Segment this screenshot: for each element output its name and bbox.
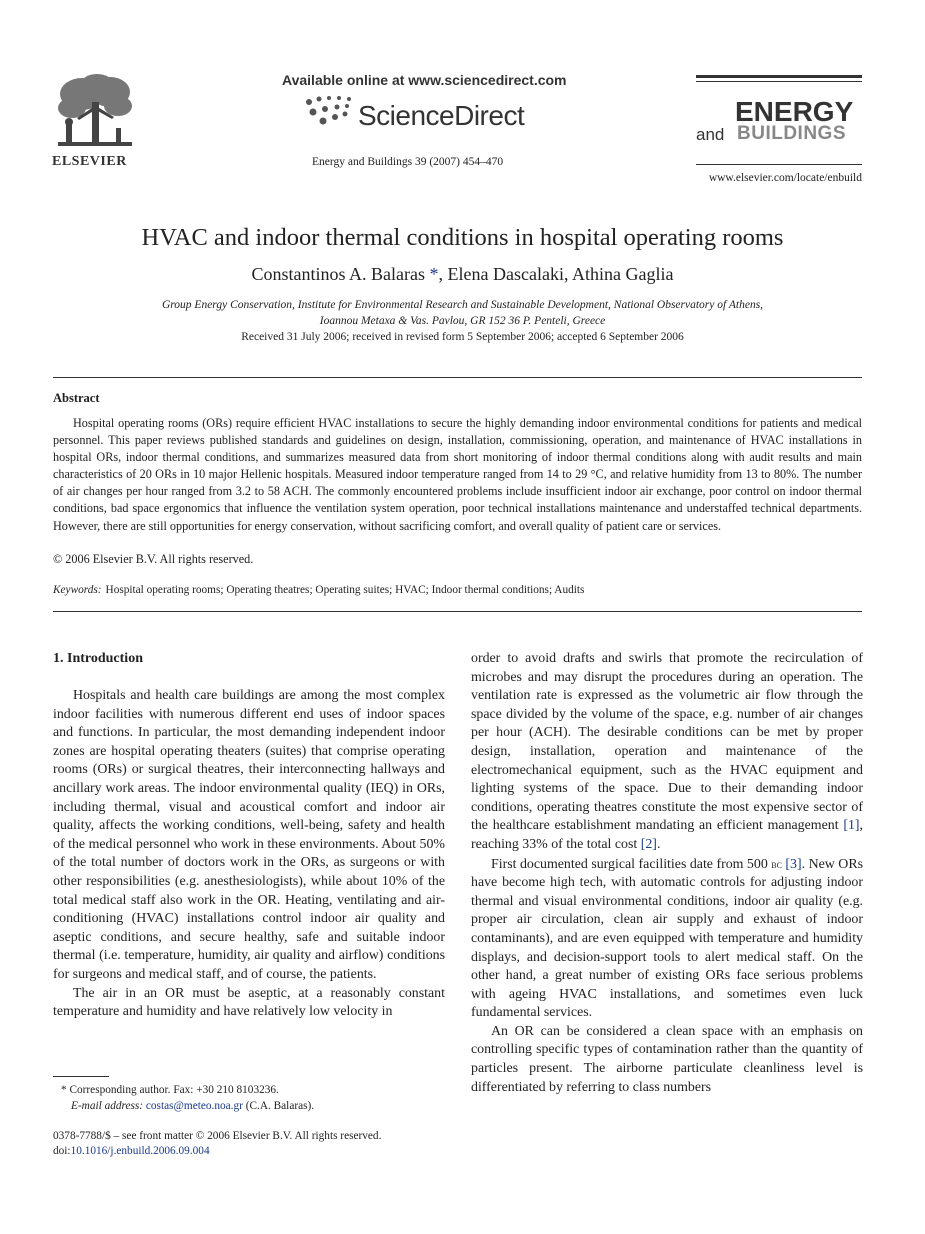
sciencedirect-dots-icon [303, 94, 359, 126]
journal-citation: Energy and Buildings 39 (2007) 454–470 [312, 156, 504, 168]
doi-link[interactable]: 10.1016/j.enbuild.2006.09.004 [70, 1145, 210, 1157]
doi-line [53, 1145, 210, 1157]
paragraph-text: order to avoid drafts and swirls that promote the recirculation of microbes and may disrupt the procedures during an operation. The ventilation rate is expressed as the volumetric air flow through the space divided by the volume of the space, e.g. number of air changes per hour (ACH). The desirable conditions can be met by proper design, installation, operation and maintenance of the electromechanical equipment, such as the HVAC equipment and lighting systems of the space. Due to their demanding indoor conditions, operating theatres constitute the most expensive sector of the healthcare establishment mandating an efficient management [471, 651, 863, 834]
article-title: HVAC and indoor thermal conditions in hospital operating rooms [141, 224, 784, 251]
issn-line: 0378-7788/$ – see front matter © 2006 Elsevier B.V. All rights reserved. [53, 1130, 382, 1142]
publisher-name: ELSEVIER [52, 154, 127, 169]
reference-link-2[interactable]: [2] [640, 836, 657, 852]
paragraph: The air in an OR must be aseptic, at a reasonably constant temperature and humidity and have relatively low velocity in [53, 985, 445, 1020]
email-suffix: (C.A. Balaras). [242, 1100, 315, 1112]
paragraph-text: . New ORs have become high tech, with automatic controls for adjusting indoor thermal and visual environmental conditions, indoor air quality (e.g. proper air circulation, clean air supply and exhaust of indoor contaminants), and are even equipped with temperature and humidity displays, and decision-support tools to alert medical staff. On the other hand, a great number of existing ORs face serious problems with ageing HVAC installations, and sometimes even luck fundamental services. [471, 856, 863, 1021]
journal-logo-buildings: BUILDINGS [737, 123, 846, 144]
author-corresponding: Constantinos A. Balaras [251, 264, 426, 284]
abstract-bottom-rule [53, 611, 862, 612]
paragraph-text: . [656, 836, 661, 852]
reference-link-3[interactable]: [3] [785, 856, 802, 872]
footnote-corresponding: * Corresponding author. Fax: +30 210 8103236. [61, 1084, 279, 1096]
left-column [53, 687, 445, 1022]
footnote-email [71, 1100, 314, 1112]
author-list [0, 264, 925, 285]
journal-url-link[interactable]: www.elsevier.com/locate/enbuild [708, 172, 862, 184]
abstract-top-rule [53, 377, 862, 378]
era-abbreviation: bc [771, 856, 782, 871]
journal-logo-energy: ENERGY [735, 96, 854, 127]
journal-logo-and: and [696, 125, 725, 144]
email-label: E-mail address: [71, 1100, 144, 1112]
keywords [53, 584, 584, 596]
header-rule-thin [696, 81, 862, 82]
paragraph: An OR can be considered a clean space with an emphasis on controlling specific types of contamination rather than the quantity of particles present. The airborne particulate cleanliness level is differentiated by referring to class numbers [471, 1023, 863, 1095]
affiliation-line-2: Ioannou Metaxa & Vas. Pavlou, GR 152 36 P. Penteli, Greece [319, 315, 606, 327]
paragraph: Hospitals and health care buildings are among the most complex indoor facilities with numerous different end uses of indoor spaces and functions. In particular, the most demanding independent indoor zones are hospital operating theaters (suites) that comprise operating rooms (ORs) or surgical theatres, their interconnecting hallways and ancillary work areas. The indoor environmental quality (IEQ) in ORs, including thermal, visual and acoustical comfort and indoor air quality, affects the working conditions, well-being, safety and health of the medical personnel who work in these environments. About 50% of the total number of doctors work in the ORs, as surgeons or with other responsibilities (e.g. anesthesiologists), while about 10% of the total medical staff also work in the OR. Heating, ventilating and air-conditioning (HVAC) installations control indoor air quality and aseptic conditions, and secure healthy, safe and suitable indoor thermal (i.e. temperature, humidity, air quality and airflow) conditions for surgeons and medical staff, and of course, the patients. [53, 688, 445, 982]
keywords-list: Hospital operating rooms; Operating theatres; Operating suites; HVAC; Indoor thermal conditions; Audits [105, 584, 585, 596]
available-online-text: Available online at www.sciencedirect.com [282, 72, 567, 88]
doi-label: doi: [53, 1145, 71, 1157]
reference-link-1[interactable]: [1] [843, 818, 860, 834]
elsevier-logo [52, 72, 138, 152]
keywords-label: Keywords: [53, 584, 102, 596]
abstract-text: Hospital operating rooms (ORs) require efficient HVAC installations to secure the highly demanding indoor environmental conditions for patients and medical personnel. This paper reviews published standards and guidelines on design, installation, commissioning, operation, and maintenance of HVAC installations in hospital ORs, indoor thermal conditions, and summarizes measured data from short monitoring of indoor thermal conditions along with audit results and main characteristics of 20 ORs in 10 major Hellenic hospitals. Measured indoor temperature ranged from 14 to 29 °C, and relative humidity from 13 to 80%. The number of air changes per hour ranged from 3.2 to 58 ACH. The commonly encountered problems include insufficient indoor air exchange, poor control on indoor thermal conditions, bad space ergonomics that influence the ventilation system operation, poor technical installations maintenance and understaffed technical departments. However, there are still opportunities for energy conservation, without sacrificing comfort, and overall quality of patient care or services. [53, 416, 862, 533]
corresponding-author-link[interactable]: * [429, 264, 439, 284]
sciencedirect-logo: ScienceDirect [358, 100, 525, 131]
authors-rest: , Elena Dascalaki, Athina Gaglia [438, 264, 674, 284]
tree-icon [52, 72, 138, 152]
paragraph [471, 855, 863, 1023]
journal-logo-rule [696, 164, 862, 165]
footnote-rule [53, 1076, 109, 1077]
section-heading-introduction: 1. Introduction [53, 651, 143, 666]
paragraph-text: First documented surgical facilities date from 500 [491, 856, 772, 872]
header-rule [696, 75, 862, 78]
affiliation-line-1: Group Energy Conservation, Institute for Environmental Research and Sustainable Development, National Observatory of Athens, [161, 299, 764, 311]
abstract-copyright: © 2006 Elsevier B.V. All rights reserved. [53, 552, 254, 566]
received-dates: Received 31 July 2006; received in revised form 5 September 2006; accepted 6 September 2006 [241, 331, 684, 343]
abstract-heading: Abstract [53, 391, 100, 405]
paragraph [471, 650, 863, 855]
paragraph-text: , reaching 33% of the total cost [471, 818, 863, 852]
right-column [471, 650, 863, 1097]
affiliation [0, 297, 925, 329]
email-link[interactable]: costas@meteo.noa.gr [145, 1100, 243, 1112]
